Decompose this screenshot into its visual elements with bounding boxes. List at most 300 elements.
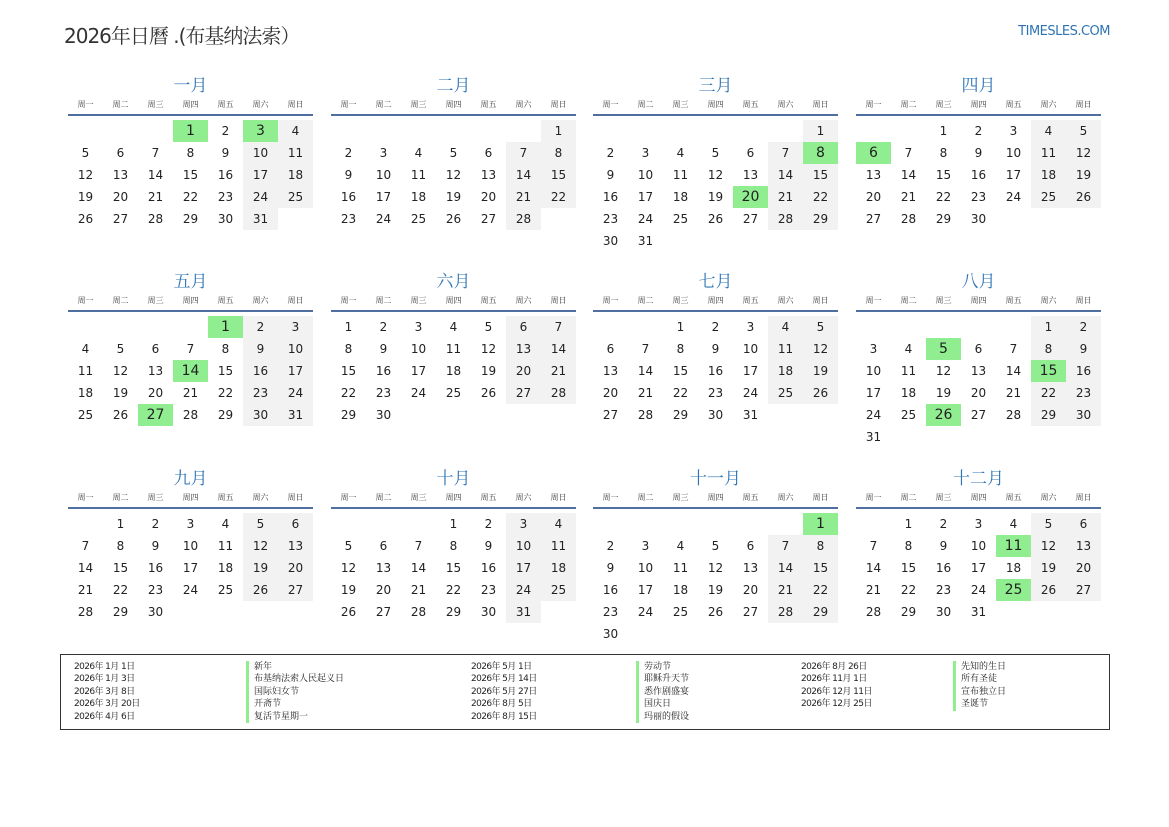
day-cell: 19	[480, 364, 497, 378]
day-cell: 28	[768, 601, 803, 623]
empty-cell	[733, 513, 768, 535]
day-cell: 24	[410, 386, 427, 400]
day-cell: 20	[865, 190, 882, 204]
day-cell: 5	[243, 513, 278, 535]
empty-cell	[331, 120, 366, 142]
weekday-label: 周一	[77, 296, 94, 305]
day-cell: 15	[935, 168, 952, 182]
day-cell: 13	[602, 364, 619, 378]
day-cell: 3	[746, 320, 755, 334]
weekday-label: 周五	[1005, 100, 1022, 109]
day-cell: 19	[1031, 557, 1066, 579]
day-cell: 7	[904, 146, 913, 160]
day-cell: 17	[865, 386, 882, 400]
day-cell: 1	[541, 120, 576, 142]
day-cell: 8	[803, 535, 838, 557]
day-cell: 23	[602, 212, 619, 226]
weekday-label: 周四	[707, 296, 724, 305]
weekday-label: 周五	[742, 493, 759, 502]
legend-date: 2026年 11月 1日	[801, 674, 867, 685]
weekday-label: 周日	[550, 493, 567, 502]
weekday-label: 周二	[900, 296, 917, 305]
day-cell: 2	[606, 539, 615, 553]
day-cell: 2	[606, 146, 615, 160]
day-cell: 2	[484, 517, 493, 531]
legend-holiday-name: 劳动节	[636, 661, 689, 673]
holiday-day-cell: 1	[173, 120, 208, 142]
day-cell: 8	[449, 539, 458, 553]
day-cell: 9	[484, 539, 493, 553]
weekday-label: 周日	[1075, 100, 1092, 109]
weekday-header	[856, 294, 1101, 312]
day-cell: 31	[865, 430, 882, 444]
day-cell: 15	[340, 364, 357, 378]
day-cell: 22	[803, 186, 838, 208]
day-cell: 8	[939, 146, 948, 160]
month-block	[331, 270, 576, 426]
day-cell: 28	[865, 605, 882, 619]
weekday-label: 周一	[865, 100, 882, 109]
day-cell: 23	[602, 605, 619, 619]
day-cell: 11	[278, 142, 313, 164]
day-cell: 20	[480, 190, 497, 204]
day-cell: 19	[935, 386, 952, 400]
day-cell: 15	[672, 364, 689, 378]
day-cell: 17	[742, 364, 759, 378]
holiday-day-cell: 14	[173, 360, 208, 382]
weekday-label: 周四	[182, 296, 199, 305]
empty-cell	[401, 120, 436, 142]
day-cell: 30	[1066, 404, 1101, 426]
day-cell: 21	[768, 186, 803, 208]
day-cell: 10	[970, 539, 987, 553]
day-cell: 22	[445, 583, 462, 597]
legend-holiday-name: 先知的生日	[953, 661, 1006, 673]
weekday-label: 周三	[410, 100, 427, 109]
weekday-header	[593, 294, 838, 312]
weekday-label: 周三	[672, 296, 689, 305]
day-cell: 7	[414, 539, 423, 553]
day-cell: 3	[186, 517, 195, 531]
day-cell: 6	[974, 342, 983, 356]
day-cell: 25	[672, 605, 689, 619]
day-cell: 10	[506, 535, 541, 557]
day-cell: 14	[541, 338, 576, 360]
day-cell: 8	[676, 342, 685, 356]
empty-cell	[138, 316, 173, 338]
day-cell: 6	[151, 342, 160, 356]
day-cell: 7	[768, 535, 803, 557]
day-cell: 20	[1066, 557, 1101, 579]
day-cell: 6	[278, 513, 313, 535]
holiday-day-cell: 3	[243, 120, 278, 142]
weekday-label: 周四	[182, 100, 199, 109]
day-cell: 2	[974, 124, 983, 138]
empty-cell	[401, 513, 436, 535]
weekday-header	[68, 491, 313, 509]
day-cell: 13	[970, 364, 987, 378]
day-cell: 3	[869, 342, 878, 356]
day-cell: 2	[344, 146, 353, 160]
day-cell: 3	[641, 146, 650, 160]
day-cell: 3	[974, 517, 983, 531]
empty-cell	[331, 513, 366, 535]
day-cell: 26	[480, 386, 497, 400]
weekday-label: 周三	[410, 493, 427, 502]
day-cell: 4	[541, 513, 576, 535]
weekday-label: 周三	[147, 100, 164, 109]
legend-date: 2026年 5月 14日	[471, 674, 537, 685]
day-cell: 3	[1009, 124, 1018, 138]
day-cell: 12	[935, 364, 952, 378]
month-block	[331, 74, 576, 230]
month-block	[593, 467, 838, 645]
day-cell: 27	[112, 212, 129, 226]
day-cell: 25	[672, 212, 689, 226]
weekday-label: 周四	[707, 493, 724, 502]
legend-holiday-name: 耶稣升天节	[636, 673, 689, 685]
day-cell: 9	[151, 539, 160, 553]
day-cell: 24	[742, 386, 759, 400]
day-cell: 24	[1005, 190, 1022, 204]
day-cell: 30	[970, 212, 987, 226]
holiday-day-cell: 27	[138, 404, 173, 426]
weekday-label: 周六	[515, 493, 532, 502]
weekday-label: 周五	[1005, 493, 1022, 502]
day-cell: 6	[379, 539, 388, 553]
day-cell: 1	[939, 124, 948, 138]
month-name: 八月	[961, 272, 996, 292]
day-cell: 23	[340, 212, 357, 226]
weekday-label: 周四	[970, 296, 987, 305]
day-cell: 13	[506, 338, 541, 360]
day-cell: 10	[1005, 146, 1022, 160]
day-cell: 13	[278, 535, 313, 557]
day-cell: 16	[602, 583, 619, 597]
day-cell: 22	[112, 583, 129, 597]
day-cell: 7	[869, 539, 878, 553]
day-cell: 10	[278, 338, 313, 360]
day-cell: 14	[768, 164, 803, 186]
weekday-label: 周二	[900, 100, 917, 109]
day-cell: 23	[375, 386, 392, 400]
empty-cell	[628, 513, 663, 535]
site-link[interactable]: TIMESLES.COM	[1018, 24, 1110, 39]
day-cell: 31	[506, 601, 541, 623]
day-cell: 15	[217, 364, 234, 378]
day-cell: 12	[480, 342, 497, 356]
legend-names-1	[246, 661, 344, 723]
day-cell: 23	[970, 190, 987, 204]
day-cell: 17	[506, 557, 541, 579]
empty-cell	[366, 513, 401, 535]
day-cell: 8	[116, 539, 125, 553]
day-cell: 9	[606, 561, 615, 575]
day-cell: 26	[445, 212, 462, 226]
weekday-label: 周六	[252, 296, 269, 305]
empty-cell	[68, 316, 103, 338]
page-title: 2026年日曆 .(布基纳法索）	[64, 24, 300, 48]
day-cell: 6	[746, 146, 755, 160]
day-cell: 14	[637, 364, 654, 378]
day-cell: 12	[340, 561, 357, 575]
day-cell: 31	[637, 234, 654, 248]
day-cell: 30	[147, 605, 164, 619]
empty-cell	[173, 316, 208, 338]
day-cell: 28	[182, 408, 199, 422]
day-cell: 6	[606, 342, 615, 356]
day-cell: 26	[77, 212, 94, 226]
empty-cell	[698, 513, 733, 535]
day-cell: 4	[904, 342, 913, 356]
month-block	[331, 467, 576, 623]
day-cell: 30	[217, 212, 234, 226]
month-name: 一月	[173, 76, 208, 96]
day-cell: 10	[243, 142, 278, 164]
weekday-label: 周二	[637, 100, 654, 109]
day-cell: 19	[340, 583, 357, 597]
day-cell: 7	[1009, 342, 1018, 356]
day-cell: 24	[182, 583, 199, 597]
day-cell: 22	[340, 386, 357, 400]
day-cell: 23	[217, 190, 234, 204]
weekday-label: 周六	[515, 296, 532, 305]
weekday-label: 周四	[445, 100, 462, 109]
day-cell: 18	[77, 386, 94, 400]
day-cell: 12	[77, 168, 94, 182]
weekday-label: 周二	[637, 493, 654, 502]
holiday-day-cell: 26	[926, 404, 961, 426]
day-cell: 21	[182, 386, 199, 400]
legend-date: 2026年 8月 5日	[471, 699, 532, 710]
month-name: 五月	[173, 272, 208, 292]
empty-cell	[891, 316, 926, 338]
legend-date: 2026年 3月 20日	[74, 699, 140, 710]
legend-date: 2026年 5月 27日	[471, 686, 537, 697]
day-cell: 21	[768, 579, 803, 601]
weekday-header	[593, 98, 838, 116]
day-cell: 6	[746, 539, 755, 553]
day-cell: 17	[243, 164, 278, 186]
legend-holiday-name: 国际妇女节	[246, 686, 344, 698]
month-block	[856, 270, 1101, 448]
day-cell: 2	[221, 124, 230, 138]
day-cell: 14	[77, 561, 94, 575]
day-cell: 8	[1031, 338, 1066, 360]
day-cell: 26	[707, 212, 724, 226]
day-cell: 12	[1066, 142, 1101, 164]
day-cell: 23	[147, 583, 164, 597]
day-cell: 22	[182, 190, 199, 204]
empty-cell	[593, 120, 628, 142]
weekday-label: 周日	[1075, 296, 1092, 305]
legend-names-2	[636, 661, 689, 723]
day-cell: 30	[375, 408, 392, 422]
day-cell: 4	[1009, 517, 1018, 531]
day-cell: 26	[707, 605, 724, 619]
day-cell: 15	[803, 557, 838, 579]
days-grid	[68, 513, 313, 623]
day-cell: 11	[77, 364, 94, 378]
day-cell: 27	[375, 605, 392, 619]
day-cell: 18	[410, 190, 427, 204]
day-cell: 1	[116, 517, 125, 531]
day-cell: 6	[116, 146, 125, 160]
day-cell: 22	[1031, 382, 1066, 404]
day-cell: 28	[147, 212, 164, 226]
day-cell: 29	[445, 605, 462, 619]
day-cell: 27	[602, 408, 619, 422]
day-cell: 27	[1066, 579, 1101, 601]
day-cell: 27	[480, 212, 497, 226]
day-cell: 1	[676, 320, 685, 334]
day-cell: 23	[707, 386, 724, 400]
day-cell: 24	[243, 186, 278, 208]
day-cell: 7	[541, 316, 576, 338]
empty-cell	[663, 120, 698, 142]
day-cell: 22	[541, 186, 576, 208]
weekday-label: 周五	[217, 296, 234, 305]
day-cell: 26	[1031, 579, 1066, 601]
day-cell: 5	[711, 146, 720, 160]
legend-date: 2026年 8月 26日	[801, 662, 867, 672]
weekday-label: 周一	[602, 100, 619, 109]
weekday-label: 周日	[1075, 493, 1092, 502]
day-cell: 16	[375, 364, 392, 378]
legend-holiday-name: 宣布独立日	[953, 686, 1006, 698]
day-cell: 14	[1005, 364, 1022, 378]
empty-cell	[768, 513, 803, 535]
day-cell: 25	[77, 408, 94, 422]
empty-cell	[698, 120, 733, 142]
weekday-label: 周四	[182, 493, 199, 502]
day-cell: 21	[637, 386, 654, 400]
day-cell: 20	[742, 583, 759, 597]
weekday-label: 周三	[935, 493, 952, 502]
weekday-label: 周日	[287, 100, 304, 109]
day-cell: 28	[410, 605, 427, 619]
day-cell: 31	[742, 408, 759, 422]
weekday-label: 周六	[1040, 296, 1057, 305]
day-cell: 2	[711, 320, 720, 334]
day-cell: 22	[672, 386, 689, 400]
day-cell: 27	[970, 408, 987, 422]
legend-holiday-name: 复活节星期一	[246, 711, 344, 723]
day-cell: 13	[742, 168, 759, 182]
weekday-label: 周一	[602, 493, 619, 502]
day-cell: 24	[278, 382, 313, 404]
day-cell: 24	[506, 579, 541, 601]
day-cell: 21	[410, 583, 427, 597]
day-cell: 21	[541, 360, 576, 382]
month-name: 六月	[436, 272, 471, 292]
day-cell: 22	[935, 190, 952, 204]
day-cell: 31	[970, 605, 987, 619]
day-cell: 21	[77, 583, 94, 597]
weekday-label: 周一	[602, 296, 619, 305]
holiday-day-cell: 25	[996, 579, 1031, 601]
day-cell: 6	[1066, 513, 1101, 535]
day-cell: 27	[742, 605, 759, 619]
day-cell: 25	[217, 583, 234, 597]
holiday-day-cell: 8	[803, 142, 838, 164]
empty-cell	[768, 120, 803, 142]
day-cell: 28	[506, 208, 541, 230]
day-cell: 19	[445, 190, 462, 204]
day-cell: 14	[506, 164, 541, 186]
weekday-label: 周三	[410, 296, 427, 305]
weekday-label: 周三	[147, 296, 164, 305]
weekday-label: 周日	[287, 296, 304, 305]
day-cell: 14	[410, 561, 427, 575]
day-cell: 21	[147, 190, 164, 204]
day-cell: 7	[506, 142, 541, 164]
day-cell: 21	[506, 186, 541, 208]
day-cell: 16	[243, 360, 278, 382]
legend-date: 2026年 12月 11日	[801, 686, 872, 697]
legend-date: 2026年 1月 1日	[74, 662, 135, 672]
day-cell: 25	[1031, 186, 1066, 208]
day-cell: 12	[243, 535, 278, 557]
legend-dates-2	[471, 661, 537, 723]
weekday-label: 周二	[375, 100, 392, 109]
day-cell: 25	[278, 186, 313, 208]
day-cell: 18	[768, 360, 803, 382]
day-cell: 29	[340, 408, 357, 422]
day-cell: 17	[970, 561, 987, 575]
day-cell: 1	[803, 120, 838, 142]
weekday-label: 周五	[480, 100, 497, 109]
weekday-label: 周四	[970, 493, 987, 502]
day-cell: 29	[217, 408, 234, 422]
weekday-label: 周日	[812, 493, 829, 502]
day-cell: 8	[221, 342, 230, 356]
days-grid	[331, 513, 576, 623]
day-cell: 7	[81, 539, 90, 553]
legend-holiday-name: 玛丽的假设	[636, 711, 689, 723]
day-cell: 3	[506, 513, 541, 535]
month-name: 十月	[436, 469, 471, 489]
day-cell: 14	[147, 168, 164, 182]
day-cell: 29	[1031, 404, 1066, 426]
days-grid	[593, 120, 838, 252]
day-cell: 25	[900, 408, 917, 422]
days-grid	[856, 316, 1101, 448]
weekday-label: 周六	[777, 493, 794, 502]
day-cell: 4	[449, 320, 458, 334]
day-cell: 18	[278, 164, 313, 186]
holiday-day-cell: 6	[856, 142, 891, 164]
month-name: 十二月	[953, 469, 1004, 489]
day-cell: 28	[768, 208, 803, 230]
day-cell: 22	[900, 583, 917, 597]
day-cell: 4	[676, 539, 685, 553]
weekday-label: 周二	[900, 493, 917, 502]
day-cell: 13	[742, 561, 759, 575]
day-cell: 13	[865, 168, 882, 182]
day-cell: 4	[1031, 120, 1066, 142]
days-grid	[856, 513, 1101, 623]
weekday-label: 周二	[112, 493, 129, 502]
day-cell: 17	[1005, 168, 1022, 182]
day-cell: 16	[970, 168, 987, 182]
day-cell: 10	[742, 342, 759, 356]
weekday-label: 周日	[812, 296, 829, 305]
legend-holiday-name: 国庆日	[636, 698, 689, 710]
holiday-day-cell: 1	[208, 316, 243, 338]
day-cell: 10	[410, 342, 427, 356]
day-cell: 16	[935, 561, 952, 575]
